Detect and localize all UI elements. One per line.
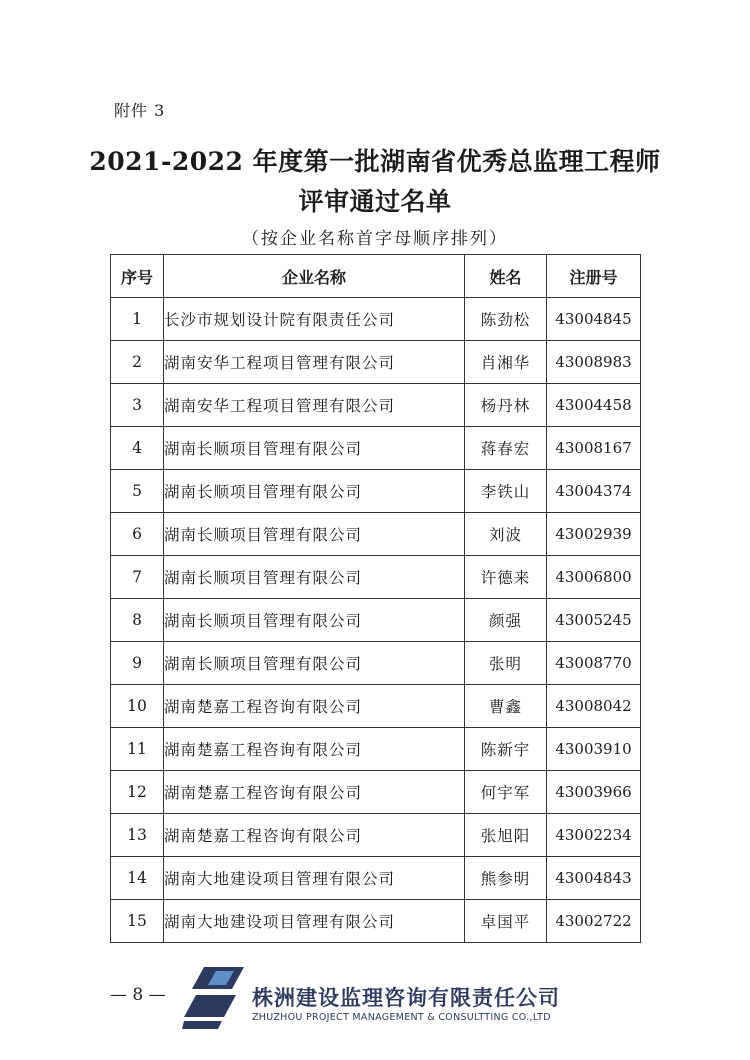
company-logo-icon: [182, 965, 246, 1035]
row-company: 湖南长顺项目管理有限公司: [164, 470, 465, 513]
company-logo-name-cn: 株洲建设监理咨询有限责任公司: [252, 986, 560, 1010]
table-row: [111, 427, 641, 470]
table-row: [111, 857, 641, 900]
row-company: 湖南楚嘉工程咨询有限公司: [164, 728, 465, 771]
table-row: [111, 728, 641, 771]
document-title-line2: 评审通过名单: [298, 187, 452, 216]
roster-body: [111, 298, 641, 943]
row-reg: 43002234: [547, 814, 641, 857]
row-reg: 43008167: [547, 427, 641, 470]
table-row: [111, 470, 641, 513]
table-row: [111, 513, 641, 556]
row-no: 13: [111, 814, 164, 857]
row-company: 湖南长顺项目管理有限公司: [164, 427, 465, 470]
row-name: 熊参明: [465, 857, 547, 900]
row-reg: 43003910: [547, 728, 641, 771]
row-reg: 43003966: [547, 771, 641, 814]
row-company: 湖南楚嘉工程咨询有限公司: [164, 685, 465, 728]
row-company: 湖南楚嘉工程咨询有限公司: [164, 771, 465, 814]
table-row: [111, 341, 641, 384]
row-reg: 43008770: [547, 642, 641, 685]
header-reg: 注册号: [547, 255, 641, 298]
row-name: 陈新宇: [465, 728, 547, 771]
roster-table: [110, 254, 641, 943]
table-row: [111, 771, 641, 814]
table-row: [111, 384, 641, 427]
row-name: 张旭阳: [465, 814, 547, 857]
row-no: 14: [111, 857, 164, 900]
row-name: 肖湘华: [465, 341, 547, 384]
row-name: 蒋春宏: [465, 427, 547, 470]
table-row: [111, 900, 641, 943]
row-name: 何宇军: [465, 771, 547, 814]
row-company: 湖南安华工程项目管理有限公司: [164, 384, 465, 427]
row-name: 陈劲松: [465, 298, 547, 341]
row-company: 湖南楚嘉工程咨询有限公司: [164, 814, 465, 857]
company-logo-name-en: ZHUZHOU PROJECT MANAGEMENT & CONSULTTING CO.,LTD: [252, 1012, 551, 1023]
row-reg: 43002939: [547, 513, 641, 556]
row-no: 12: [111, 771, 164, 814]
row-reg: 43004843: [547, 857, 641, 900]
row-company: 湖南大地建设项目管理有限公司: [164, 857, 465, 900]
table-row: [111, 599, 641, 642]
row-reg: 43004458: [547, 384, 641, 427]
row-reg: 43005245: [547, 599, 641, 642]
row-company: 长沙市规划设计院有限责任公司: [164, 298, 465, 341]
row-name: 许德来: [465, 556, 547, 599]
row-reg: 43006800: [547, 556, 641, 599]
header-no: 序号: [111, 255, 164, 298]
row-name: 曹鑫: [465, 685, 547, 728]
row-name: 颜强: [465, 599, 547, 642]
row-company: 湖南长顺项目管理有限公司: [164, 642, 465, 685]
attachment-label: 附件 3: [114, 101, 166, 120]
row-no: 4: [111, 427, 164, 470]
row-company: 湖南安华工程项目管理有限公司: [164, 341, 465, 384]
table-row: [111, 298, 641, 341]
row-reg: 43008042: [547, 685, 641, 728]
row-reg: 43002722: [547, 900, 641, 943]
row-no: 8: [111, 599, 164, 642]
document-title-line1: 2021-2022 年度第一批湖南省优秀总监理工程师: [89, 147, 661, 176]
table-row: [111, 814, 641, 857]
row-name: 卓国平: [465, 900, 547, 943]
row-no: 15: [111, 900, 164, 943]
row-no: 11: [111, 728, 164, 771]
table-row: [111, 642, 641, 685]
header-name: 姓名: [465, 255, 547, 298]
row-no: 10: [111, 685, 164, 728]
table-row: [111, 556, 641, 599]
row-name: 杨丹林: [465, 384, 547, 427]
row-no: 6: [111, 513, 164, 556]
header-company: 企业名称: [164, 255, 465, 298]
row-no: 2: [111, 341, 164, 384]
row-company: 湖南长顺项目管理有限公司: [164, 513, 465, 556]
row-name: 刘波: [465, 513, 547, 556]
table-row: [111, 685, 641, 728]
row-company: 湖南长顺项目管理有限公司: [164, 599, 465, 642]
row-no: 1: [111, 298, 164, 341]
row-reg: 43004845: [547, 298, 641, 341]
row-company: 湖南大地建设项目管理有限公司: [164, 900, 465, 943]
row-no: 3: [111, 384, 164, 427]
row-no: 7: [111, 556, 164, 599]
row-company: 湖南长顺项目管理有限公司: [164, 556, 465, 599]
row-no: 5: [111, 470, 164, 513]
document-subtitle: （按企业名称首字母顺序排列）: [242, 229, 508, 249]
row-name: 张明: [465, 642, 547, 685]
row-reg: 43008983: [547, 341, 641, 384]
table-header-row: [111, 255, 641, 298]
row-name: 李铁山: [465, 470, 547, 513]
page-number: — 8 —: [110, 985, 166, 1005]
row-no: 9: [111, 642, 164, 685]
row-reg: 43004374: [547, 470, 641, 513]
